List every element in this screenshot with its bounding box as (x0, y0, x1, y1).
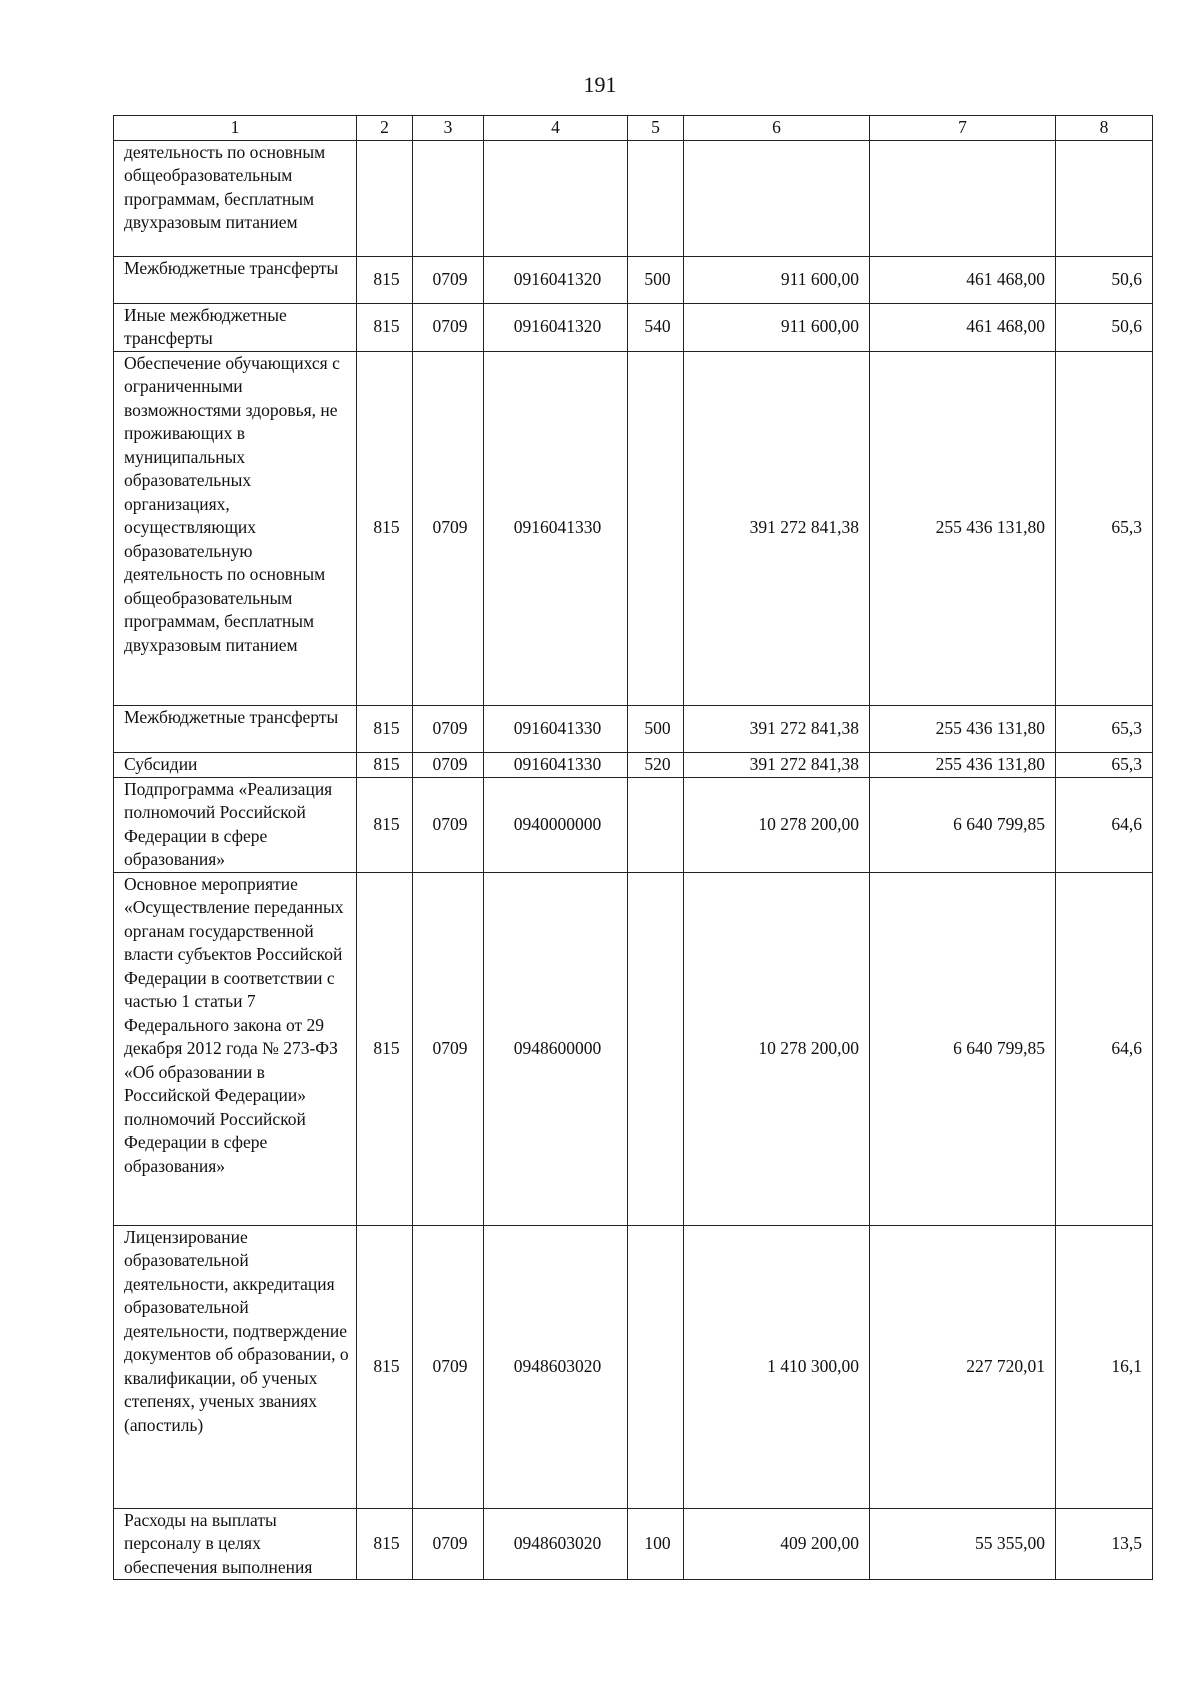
cell-expense-type (628, 872, 684, 1225)
table-row (114, 705, 1153, 752)
table-row (114, 872, 1153, 1225)
col-header: 4 (484, 116, 628, 141)
col-header: 6 (684, 116, 870, 141)
cell-name: Межбюджетные трансферты (114, 256, 357, 303)
cell-actual-amount: 6 640 799,85 (870, 777, 1056, 872)
cell-expense-type: 500 (628, 705, 684, 752)
cell-percent: 13,5 (1056, 1508, 1153, 1580)
cell-expense-type: 540 (628, 303, 684, 351)
cell-admin-code: 815 (357, 872, 413, 1225)
cell-expense-type: 500 (628, 256, 684, 303)
cell-expense-type: 100 (628, 1508, 684, 1580)
cell-name: Подпрограмма «Реализация полномочий Российской Федерации в сфере образования» (114, 777, 357, 872)
page-number: 191 (583, 72, 617, 97)
cell-name: Основное мероприятие «Осуществление переданных органам государственной власти субъектов Российской Федерации в соответствии с частью 1 статьи 7 Федерального закона от 29 декабря 2012 года № 273-ФЗ «Об образовании в Российской Федерации» полномочий Российской Федерации в сфере образования» (114, 872, 357, 1225)
cell-plan-amount: 391 272 841,38 (684, 705, 870, 752)
cell-actual-amount: 55 355,00 (870, 1508, 1056, 1580)
cell-plan-amount: 409 200,00 (684, 1508, 870, 1580)
col-header: 5 (628, 116, 684, 141)
cell-expense-type (628, 777, 684, 872)
cell-expense-type (628, 1225, 684, 1508)
cell-plan-amount: 10 278 200,00 (684, 872, 870, 1225)
header-row (114, 116, 1153, 141)
cell-admin-code: 815 (357, 705, 413, 752)
cell-percent: 65,3 (1056, 705, 1153, 752)
cell-target-code: 0948603020 (484, 1225, 628, 1508)
cell-admin-code: 815 (357, 752, 413, 777)
table-row (114, 256, 1153, 303)
cell-actual-amount (870, 140, 1056, 256)
cell-actual-amount: 461 468,00 (870, 303, 1056, 351)
cell-name: Обеспечение обучающихся с ограниченными возможностями здоровья, не проживающих в муниципальных образовательных организациях, осуществляющих образовательную деятельность по основным общеобразовательным программам, бесплатным двухразовым питанием (114, 351, 357, 705)
cell-name: Межбюджетные трансферты (114, 705, 357, 752)
cell-actual-amount: 255 436 131,80 (870, 705, 1056, 752)
cell-target-code: 0916041320 (484, 303, 628, 351)
cell-plan-amount (684, 140, 870, 256)
col-header: 7 (870, 116, 1056, 141)
cell-name: Расходы на выплаты персоналу в целях обеспечения выполнения (114, 1508, 357, 1580)
cell-plan-amount: 10 278 200,00 (684, 777, 870, 872)
cell-percent (1056, 140, 1153, 256)
cell-percent: 16,1 (1056, 1225, 1153, 1508)
table-row (114, 1225, 1153, 1508)
cell-actual-amount: 255 436 131,80 (870, 351, 1056, 705)
cell-actual-amount: 6 640 799,85 (870, 872, 1056, 1225)
cell-actual-amount: 461 468,00 (870, 256, 1056, 303)
cell-section-code: 0709 (413, 705, 484, 752)
table-row (114, 752, 1153, 777)
cell-name: Лицензирование образовательной деятельности, аккредитация образовательной деятельности, подтверждение документов об образовании, о квалификации, об ученых степенях, ученых званиях (апостиль) (114, 1225, 357, 1508)
cell-expense-type (628, 140, 684, 256)
cell-percent: 65,3 (1056, 752, 1153, 777)
cell-percent: 64,6 (1056, 777, 1153, 872)
cell-admin-code: 815 (357, 351, 413, 705)
cell-plan-amount: 391 272 841,38 (684, 351, 870, 705)
cell-target-code: 0916041330 (484, 705, 628, 752)
col-header: 1 (114, 116, 357, 141)
cell-actual-amount: 255 436 131,80 (870, 752, 1056, 777)
cell-percent: 65,3 (1056, 351, 1153, 705)
cell-percent: 64,6 (1056, 872, 1153, 1225)
cell-name: Субсидии (114, 752, 357, 777)
cell-expense-type: 520 (628, 752, 684, 777)
table-row (114, 351, 1153, 705)
cell-section-code: 0709 (413, 1225, 484, 1508)
cell-section-code: 0709 (413, 872, 484, 1225)
cell-target-code: 0916041330 (484, 752, 628, 777)
table-row (114, 140, 1153, 256)
cell-admin-code: 815 (357, 303, 413, 351)
col-header: 2 (357, 116, 413, 141)
cell-section-code: 0709 (413, 256, 484, 303)
cell-target-code: 0948603020 (484, 1508, 628, 1580)
cell-target-code: 0916041320 (484, 256, 628, 303)
cell-section-code: 0709 (413, 1508, 484, 1580)
cell-admin-code: 815 (357, 1225, 413, 1508)
cell-section-code: 0709 (413, 351, 484, 705)
cell-admin-code: 815 (357, 256, 413, 303)
cell-percent: 50,6 (1056, 303, 1153, 351)
cell-plan-amount: 391 272 841,38 (684, 752, 870, 777)
cell-target-code: 0940000000 (484, 777, 628, 872)
cell-admin-code: 815 (357, 777, 413, 872)
cell-actual-amount: 227 720,01 (870, 1225, 1056, 1508)
cell-admin-code (357, 140, 413, 256)
cell-target-code: 0948600000 (484, 872, 628, 1225)
cell-name: Иные межбюджетные трансферты (114, 303, 357, 351)
cell-admin-code: 815 (357, 1508, 413, 1580)
cell-percent: 50,6 (1056, 256, 1153, 303)
col-header: 8 (1056, 116, 1153, 141)
cell-expense-type (628, 351, 684, 705)
budget-table (113, 115, 1153, 1580)
table-row (114, 1508, 1153, 1580)
cell-section-code: 0709 (413, 777, 484, 872)
cell-section-code: 0709 (413, 752, 484, 777)
cell-target-code: 0916041330 (484, 351, 628, 705)
cell-section-code (413, 140, 484, 256)
table-row (114, 303, 1153, 351)
cell-name: деятельность по основным общеобразовательным программам, бесплатным двухразовым питанием (114, 140, 357, 256)
cell-section-code: 0709 (413, 303, 484, 351)
table-row (114, 777, 1153, 872)
cell-plan-amount: 1 410 300,00 (684, 1225, 870, 1508)
col-header: 3 (413, 116, 484, 141)
cell-plan-amount: 911 600,00 (684, 303, 870, 351)
cell-target-code (484, 140, 628, 256)
cell-plan-amount: 911 600,00 (684, 256, 870, 303)
